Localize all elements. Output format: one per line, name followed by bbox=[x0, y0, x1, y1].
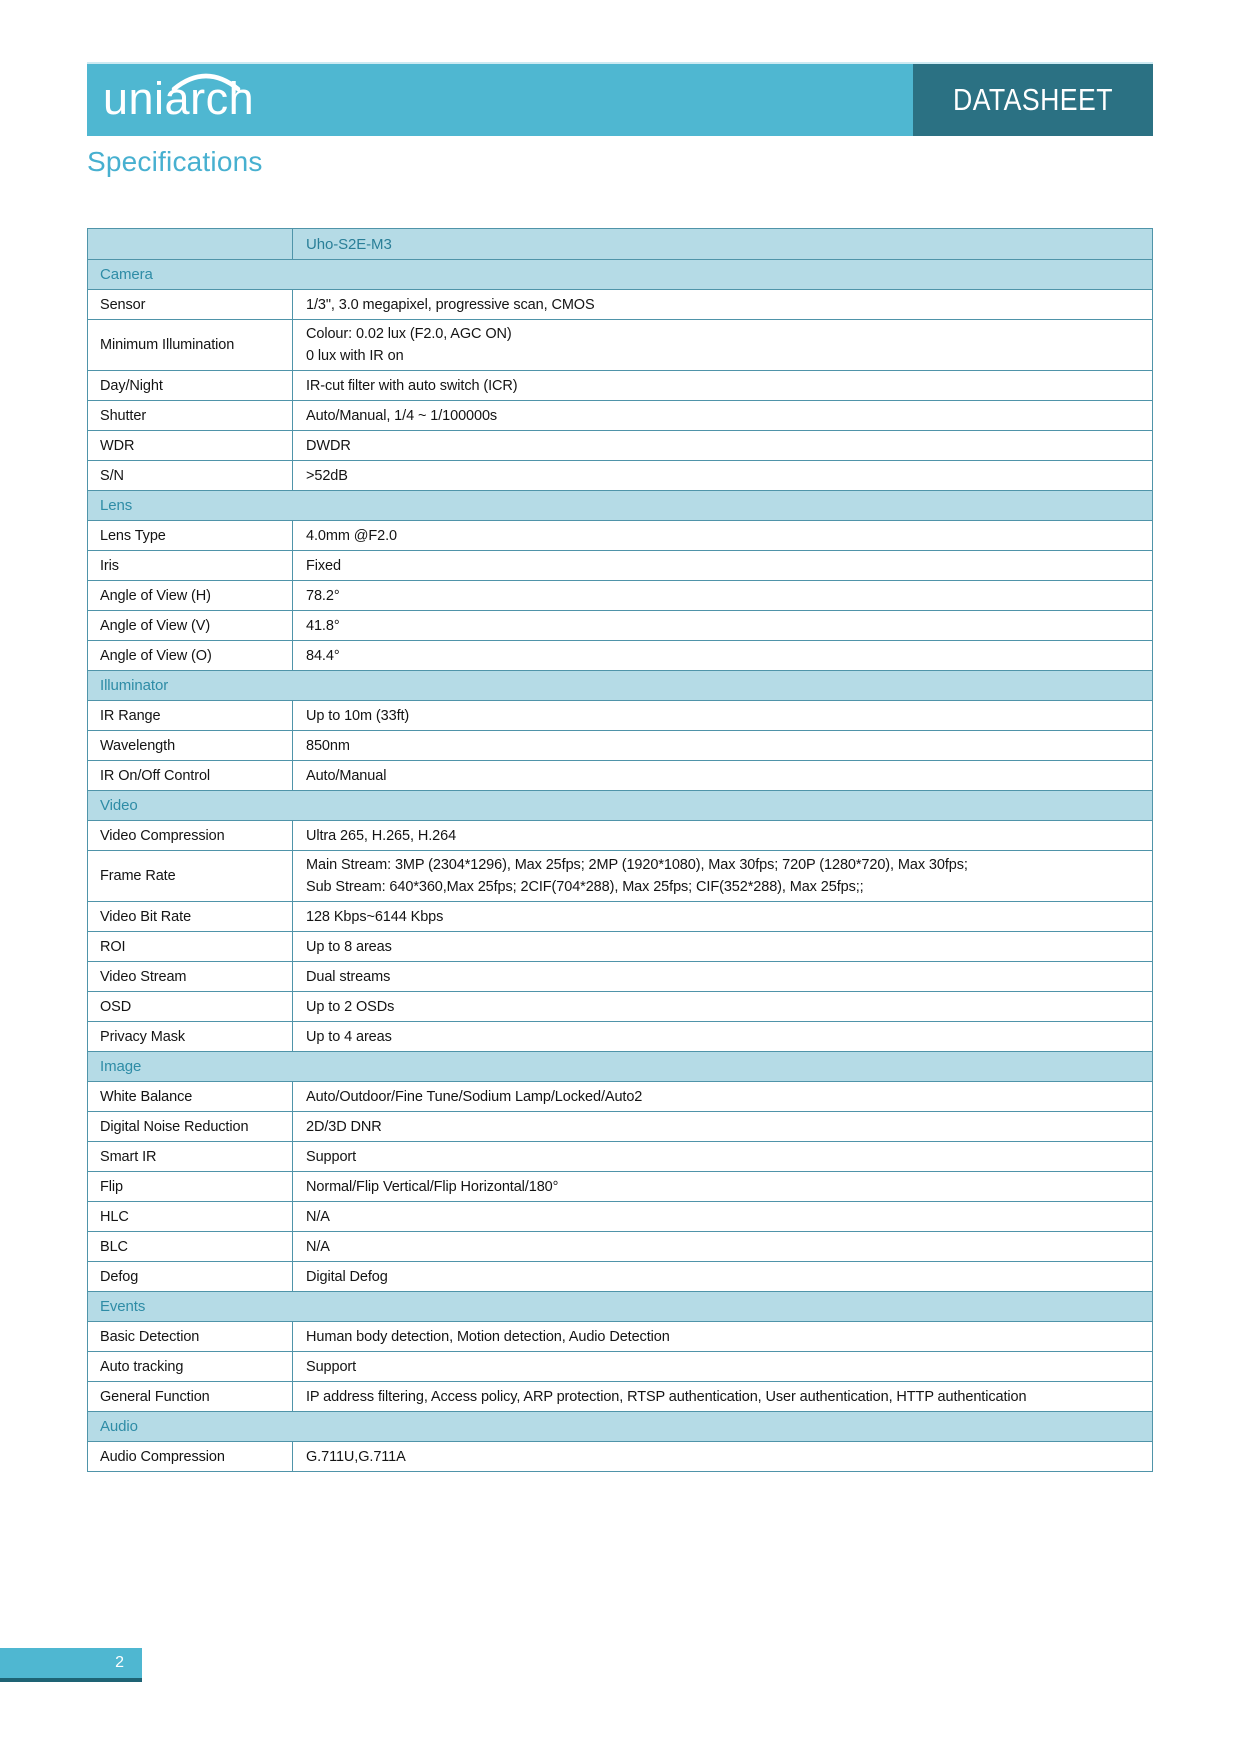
table-rows bbox=[88, 259, 1152, 1471]
spec-label: Privacy Mask bbox=[88, 1022, 293, 1051]
spec-value-line: Auto/Manual bbox=[306, 767, 387, 784]
section-row-lens bbox=[88, 490, 1152, 520]
spec-value-line: Auto/Outdoor/Fine Tune/Sodium Lamp/Locked/Auto2 bbox=[306, 1088, 643, 1105]
spec-row-privacy-mask bbox=[88, 1021, 1152, 1051]
spec-label: ROI bbox=[88, 932, 293, 961]
spec-row-wavelength bbox=[88, 730, 1152, 760]
page-title: Specifications bbox=[87, 146, 263, 177]
spec-label: Wavelength bbox=[88, 731, 293, 760]
spec-value bbox=[293, 761, 1152, 790]
spec-value-line: Dual streams bbox=[306, 968, 391, 985]
spec-value bbox=[293, 992, 1152, 1021]
spec-row-frame-rate bbox=[88, 850, 1152, 901]
spec-label: Video Compression bbox=[88, 821, 293, 850]
spec-row-shutter bbox=[88, 400, 1152, 430]
section-label: Events bbox=[100, 1298, 146, 1315]
spec-row-video-stream bbox=[88, 961, 1152, 991]
spec-value-line: 850nm bbox=[306, 737, 350, 754]
spec-value bbox=[293, 320, 1152, 370]
spec-value bbox=[293, 1172, 1152, 1201]
spec-value bbox=[293, 401, 1152, 430]
spec-label: Frame Rate bbox=[88, 851, 293, 901]
spec-value-line: Support bbox=[306, 1358, 357, 1375]
spec-row-defog bbox=[88, 1261, 1152, 1291]
model-header-empty-cell bbox=[88, 229, 293, 259]
spec-row-auto-tracking bbox=[88, 1351, 1152, 1381]
uniarch-logo-text: uniarch bbox=[103, 73, 255, 124]
spec-label: IR On/Off Control bbox=[88, 761, 293, 790]
spec-label: OSD bbox=[88, 992, 293, 1021]
spec-label: Angle of View (O) bbox=[88, 641, 293, 670]
spec-value bbox=[293, 1112, 1152, 1141]
spec-row-minimum-illumination bbox=[88, 319, 1152, 370]
spec-value bbox=[293, 641, 1152, 670]
spec-row-basic-detection bbox=[88, 1321, 1152, 1351]
spec-row-ir-range bbox=[88, 700, 1152, 730]
spec-value-line: G.711U,G.711A bbox=[306, 1448, 406, 1465]
spec-row-blc bbox=[88, 1231, 1152, 1261]
spec-value-line: IP address filtering, Access policy, ARP protection, RTSP authentication, User authentication, HTTP authentication bbox=[306, 1388, 1027, 1405]
spec-value-line: 0 lux with IR on bbox=[306, 348, 404, 364]
model-header-row bbox=[88, 229, 1152, 259]
spec-label: Digital Noise Reduction bbox=[88, 1112, 293, 1141]
uniarch-logo bbox=[103, 64, 254, 136]
spec-label: WDR bbox=[88, 431, 293, 460]
spec-value-line: Normal/Flip Vertical/Flip Horizontal/180° bbox=[306, 1178, 559, 1195]
spec-label: Defog bbox=[88, 1262, 293, 1291]
spec-value bbox=[293, 371, 1152, 400]
spec-value bbox=[293, 1262, 1152, 1291]
spec-row-roi bbox=[88, 931, 1152, 961]
datasheet-badge bbox=[913, 64, 1153, 136]
header-banner bbox=[87, 62, 1153, 136]
spec-value bbox=[293, 1022, 1152, 1051]
spec-value-line: IR-cut filter with auto switch (ICR) bbox=[306, 377, 518, 394]
spec-label: Audio Compression bbox=[88, 1442, 293, 1471]
spec-value-line: Up to 4 areas bbox=[306, 1028, 392, 1045]
spec-value-line: 1/3", 3.0 megapixel, progressive scan, CMOS bbox=[306, 296, 595, 313]
spec-label: Iris bbox=[88, 551, 293, 580]
spec-value bbox=[293, 611, 1152, 640]
spec-value-line: >52dB bbox=[306, 467, 348, 484]
spec-row-sensor bbox=[88, 289, 1152, 319]
spec-value bbox=[293, 1232, 1152, 1261]
spec-label: BLC bbox=[88, 1232, 293, 1261]
section-row-camera bbox=[88, 259, 1152, 289]
spec-row-angle-of-view-o bbox=[88, 640, 1152, 670]
spec-label: IR Range bbox=[88, 701, 293, 730]
spec-row-osd bbox=[88, 991, 1152, 1021]
spec-value bbox=[293, 461, 1152, 490]
spec-value-line: Up to 10m (33ft) bbox=[306, 707, 410, 724]
spec-label: White Balance bbox=[88, 1082, 293, 1111]
spec-row-ir-on-off-control bbox=[88, 760, 1152, 790]
spec-label: Video Bit Rate bbox=[88, 902, 293, 931]
spec-value bbox=[293, 932, 1152, 961]
spec-value bbox=[293, 1202, 1152, 1231]
spec-label: Flip bbox=[88, 1172, 293, 1201]
spec-row-angle-of-view-v bbox=[88, 610, 1152, 640]
spec-row-angle-of-view-h bbox=[88, 580, 1152, 610]
spec-row-audio-compression bbox=[88, 1441, 1152, 1471]
spec-value-line: DWDR bbox=[306, 437, 351, 454]
spec-value bbox=[293, 1142, 1152, 1171]
spec-value bbox=[293, 551, 1152, 580]
spec-row-lens-type bbox=[88, 520, 1152, 550]
spec-value bbox=[293, 902, 1152, 931]
spec-value bbox=[293, 1442, 1152, 1471]
spec-value bbox=[293, 731, 1152, 760]
spec-label: Video Stream bbox=[88, 962, 293, 991]
spec-label: Angle of View (V) bbox=[88, 611, 293, 640]
section-label: Audio bbox=[100, 1418, 138, 1435]
spec-label: Sensor bbox=[88, 290, 293, 319]
spec-row-day-night bbox=[88, 370, 1152, 400]
page-number-bar bbox=[0, 1648, 142, 1678]
footer-accent-line bbox=[0, 1678, 142, 1682]
spec-value bbox=[293, 581, 1152, 610]
spec-value-line: Sub Stream: 640*360,Max 25fps; 2CIF(704*288), Max 25fps; CIF(352*288), Max 25fps;; bbox=[306, 879, 864, 895]
section-label: Image bbox=[100, 1058, 142, 1075]
section-label: Camera bbox=[100, 266, 153, 283]
spec-label: Minimum Illumination bbox=[88, 320, 293, 370]
spec-value bbox=[293, 290, 1152, 319]
spec-value-line: 2D/3D DNR bbox=[306, 1118, 382, 1135]
spec-value-line: Colour: 0.02 lux (F2.0, AGC ON) bbox=[306, 326, 512, 342]
spec-row-wdr bbox=[88, 430, 1152, 460]
spec-value bbox=[293, 521, 1152, 550]
spec-row-white-balance bbox=[88, 1081, 1152, 1111]
spec-value-line: Human body detection, Motion detection, Audio Detection bbox=[306, 1328, 670, 1345]
spec-row-flip bbox=[88, 1171, 1152, 1201]
spec-value-line: 128 Kbps~6144 Kbps bbox=[306, 908, 444, 925]
spec-label: Shutter bbox=[88, 401, 293, 430]
spec-value bbox=[293, 1382, 1152, 1411]
spec-row-s-n bbox=[88, 460, 1152, 490]
spec-row-smart-ir bbox=[88, 1141, 1152, 1171]
spec-value bbox=[293, 431, 1152, 460]
spec-value bbox=[293, 1352, 1152, 1381]
section-label: Lens bbox=[100, 497, 133, 514]
spec-row-video-bit-rate bbox=[88, 901, 1152, 931]
spec-label: Basic Detection bbox=[88, 1322, 293, 1351]
spec-value-line: 41.8° bbox=[306, 617, 340, 634]
spec-row-general-function bbox=[88, 1381, 1152, 1411]
specifications-table bbox=[87, 228, 1153, 1472]
spec-value-line: N/A bbox=[306, 1208, 330, 1225]
section-label: Video bbox=[100, 797, 138, 814]
section-row-events bbox=[88, 1291, 1152, 1321]
spec-value bbox=[293, 1082, 1152, 1111]
spec-label: General Function bbox=[88, 1382, 293, 1411]
spec-value-line: Auto/Manual, 1/4 ~ 1/100000s bbox=[306, 407, 498, 424]
spec-value-line: Ultra 265, H.265, H.264 bbox=[306, 827, 457, 844]
section-row-illuminator bbox=[88, 670, 1152, 700]
spec-value-line: Main Stream: 3MP (2304*1296), Max 25fps; 2MP (1920*1080), Max 30fps; 720P (1280*720), Max 30fps; bbox=[306, 857, 968, 873]
spec-label: Auto tracking bbox=[88, 1352, 293, 1381]
spec-value bbox=[293, 962, 1152, 991]
spec-row-iris bbox=[88, 550, 1152, 580]
spec-row-video-compression bbox=[88, 820, 1152, 850]
spec-label: Smart IR bbox=[88, 1142, 293, 1171]
spec-value bbox=[293, 851, 1152, 901]
spec-value-line: Up to 8 areas bbox=[306, 938, 392, 955]
spec-label: Day/Night bbox=[88, 371, 293, 400]
section-label: Illuminator bbox=[100, 677, 169, 694]
spec-value bbox=[293, 821, 1152, 850]
spec-label: S/N bbox=[88, 461, 293, 490]
spec-value bbox=[293, 1322, 1152, 1351]
spec-value-line: Fixed bbox=[306, 557, 341, 574]
page-number: 2 bbox=[115, 1654, 124, 1671]
model-name: Uho-S2E-M3 bbox=[306, 235, 392, 253]
spec-value-line: Digital Defog bbox=[306, 1268, 388, 1285]
spec-label: Lens Type bbox=[88, 521, 293, 550]
spec-row-hlc bbox=[88, 1201, 1152, 1231]
section-row-audio bbox=[88, 1411, 1152, 1441]
datasheet-badge-label: DATASHEET bbox=[953, 82, 1113, 117]
section-row-video bbox=[88, 790, 1152, 820]
spec-row-digital-noise-reduction bbox=[88, 1111, 1152, 1141]
spec-value-line: 78.2° bbox=[306, 587, 340, 604]
spec-value-line: 4.0mm @F2.0 bbox=[306, 527, 397, 544]
spec-value bbox=[293, 701, 1152, 730]
spec-value-line: N/A bbox=[306, 1238, 330, 1255]
section-row-image bbox=[88, 1051, 1152, 1081]
spec-value-line: Support bbox=[306, 1148, 357, 1165]
spec-value-line: 84.4° bbox=[306, 647, 340, 664]
spec-label: Angle of View (H) bbox=[88, 581, 293, 610]
spec-label: HLC bbox=[88, 1202, 293, 1231]
spec-value-line: Up to 2 OSDs bbox=[306, 998, 395, 1015]
